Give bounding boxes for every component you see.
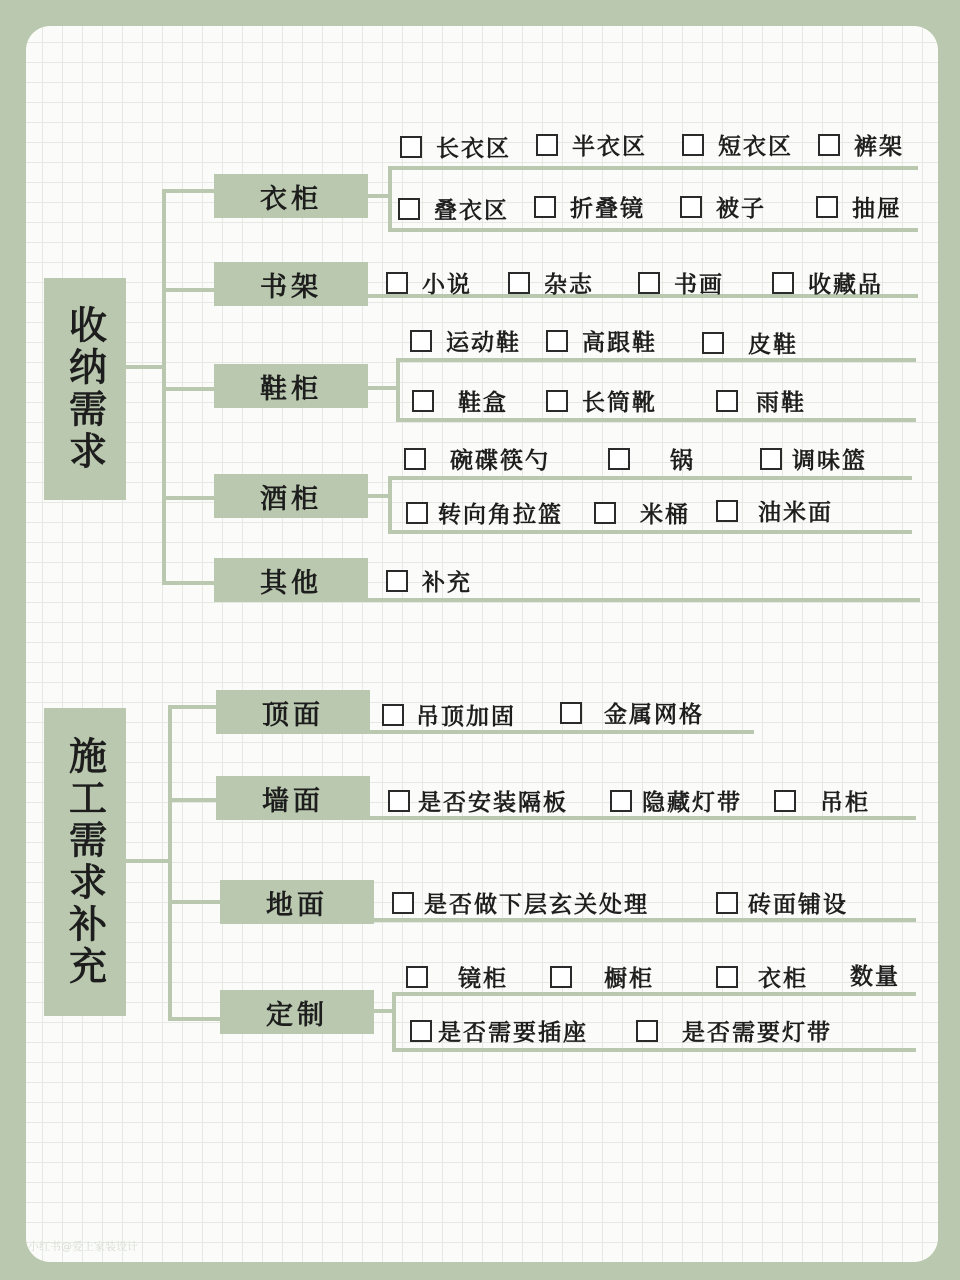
- checkbox[interactable]: [404, 448, 426, 470]
- checkbox[interactable]: [550, 966, 572, 988]
- connector: [162, 387, 216, 391]
- option-rain-boots[interactable]: 雨鞋: [716, 384, 806, 417]
- option-half-hanging[interactable]: 半衣区: [536, 128, 647, 161]
- bracket: [396, 358, 400, 422]
- option-kitchen-cabinet[interactable]: 橱柜: [550, 960, 654, 993]
- checkbox[interactable]: [682, 134, 704, 156]
- checkbox[interactable]: [716, 390, 738, 412]
- checkbox[interactable]: [610, 790, 632, 812]
- checkbox[interactable]: [716, 892, 738, 914]
- row-underline: [368, 598, 920, 602]
- connector: [126, 859, 172, 863]
- checkbox[interactable]: [816, 196, 838, 218]
- category-ceiling: 顶面: [216, 690, 370, 734]
- option-mirror-cabinet[interactable]: 镜柜: [406, 960, 508, 993]
- option-custom-wardrobe[interactable]: 衣柜: [716, 960, 808, 993]
- checkbox[interactable]: [772, 272, 794, 294]
- category-custom: 定制: [220, 990, 374, 1034]
- option-collectibles[interactable]: 收藏品: [772, 266, 883, 299]
- checkbox[interactable]: [386, 272, 408, 294]
- option-spice-basket[interactable]: 调味篮: [760, 442, 867, 475]
- checkbox[interactable]: [760, 448, 782, 470]
- option-supplement[interactable]: 补充: [386, 564, 472, 597]
- option-metal-grid[interactable]: 金属网格: [560, 696, 704, 729]
- category-wardrobe: 衣柜: [214, 174, 368, 218]
- connector: [168, 1017, 220, 1021]
- row-underline: [388, 530, 912, 534]
- row-underline: [388, 476, 912, 480]
- checkbox[interactable]: [536, 134, 558, 156]
- option-lower-entryway-treatment[interactable]: 是否做下层玄关处理: [392, 886, 649, 919]
- connector: [368, 386, 398, 390]
- option-trouser-rack[interactable]: 裤架: [818, 128, 904, 161]
- option-sneakers[interactable]: 运动鞋: [410, 324, 521, 357]
- option-need-sockets[interactable]: 是否需要插座: [410, 1014, 588, 1047]
- row-underline: [392, 1048, 916, 1052]
- checkbox[interactable]: [508, 272, 530, 294]
- checkbox[interactable]: [388, 790, 410, 812]
- section-title-construction: 施工需求补充: [44, 708, 126, 1016]
- bracket: [392, 992, 396, 1052]
- connector: [168, 705, 172, 1021]
- option-paintings[interactable]: 书画: [638, 266, 724, 299]
- category-shoe-cabinet: 鞋柜: [214, 364, 368, 408]
- option-leather-shoes[interactable]: 皮鞋: [702, 326, 798, 359]
- option-magazines[interactable]: 杂志: [508, 266, 594, 299]
- checkbox[interactable]: [546, 330, 568, 352]
- checkbox[interactable]: [386, 570, 408, 592]
- checkbox[interactable]: [636, 1020, 658, 1042]
- category-other: 其他: [214, 558, 368, 602]
- option-wall-cabinet[interactable]: 吊柜: [774, 784, 870, 817]
- connector: [162, 496, 216, 500]
- checkbox[interactable]: [534, 196, 556, 218]
- category-wall: 墙面: [216, 776, 370, 820]
- option-hidden-light-strip[interactable]: 隐藏灯带: [610, 784, 742, 817]
- checkbox[interactable]: [412, 390, 434, 412]
- option-dishes-utensils[interactable]: 碗碟筷勺: [404, 442, 550, 475]
- bracket: [388, 166, 392, 232]
- option-short-hanging[interactable]: 短衣区: [682, 128, 793, 161]
- checkbox[interactable]: [410, 1020, 432, 1042]
- option-quilts[interactable]: 被子: [680, 190, 766, 223]
- option-ceiling-reinforcement[interactable]: 吊顶加固: [382, 698, 516, 731]
- checkbox[interactable]: [398, 198, 420, 220]
- checkbox[interactable]: [392, 892, 414, 914]
- worksheet-card: [26, 26, 938, 1262]
- connector: [162, 581, 216, 585]
- checkbox[interactable]: [382, 704, 404, 726]
- checkbox[interactable]: [410, 330, 432, 352]
- checkbox[interactable]: [638, 272, 660, 294]
- connector: [168, 798, 220, 802]
- row-underline: [396, 358, 916, 362]
- option-rice-bin[interactable]: 米桶: [594, 496, 690, 529]
- connector: [126, 365, 166, 369]
- category-wine-cabinet: 酒柜: [214, 474, 368, 518]
- connector: [162, 189, 216, 193]
- option-novels[interactable]: 小说: [386, 266, 472, 299]
- option-long-hanging[interactable]: 长衣区: [400, 130, 511, 163]
- checkbox[interactable]: [774, 790, 796, 812]
- quantity-label: 数量: [850, 964, 900, 990]
- checkbox[interactable]: [608, 448, 630, 470]
- checkbox[interactable]: [716, 500, 738, 522]
- checkbox[interactable]: [716, 966, 738, 988]
- checkbox[interactable]: [400, 136, 422, 158]
- checkbox[interactable]: [406, 966, 428, 988]
- checkbox[interactable]: [406, 502, 428, 524]
- connector: [168, 705, 220, 709]
- row-underline: [388, 228, 918, 232]
- option-tile-paving[interactable]: 砖面铺设: [716, 886, 848, 919]
- checkbox[interactable]: [546, 390, 568, 412]
- row-underline: [396, 418, 916, 422]
- connector: [168, 900, 220, 904]
- bracket: [388, 476, 392, 534]
- checkbox[interactable]: [702, 332, 724, 354]
- category-floor: 地面: [220, 880, 374, 924]
- option-high-heels[interactable]: 高跟鞋: [546, 324, 657, 357]
- option-folding-area[interactable]: 叠衣区: [398, 192, 509, 225]
- checkbox[interactable]: [680, 196, 702, 218]
- row-underline: [388, 166, 918, 170]
- category-bookshelf: 书架: [214, 262, 368, 306]
- watermark: 小红书@爱上家装设计: [28, 1240, 138, 1253]
- option-oil-rice-flour[interactable]: 油米面: [716, 494, 833, 527]
- option-folding-mirror[interactable]: 折叠镜: [534, 190, 645, 223]
- connector: [162, 288, 216, 292]
- option-pots[interactable]: 锅: [608, 442, 695, 475]
- option-shoe-boxes[interactable]: 鞋盒: [412, 384, 508, 417]
- option-corner-pull-basket[interactable]: 转向角拉篮: [406, 496, 563, 529]
- option-drawers[interactable]: 抽屉: [816, 190, 902, 223]
- checkbox[interactable]: [560, 702, 582, 724]
- option-install-shelves[interactable]: 是否安装隔板: [388, 784, 568, 817]
- option-tall-boots[interactable]: 长筒靴: [546, 384, 657, 417]
- option-need-light-strips[interactable]: 是否需要灯带: [636, 1014, 832, 1047]
- checkbox[interactable]: [818, 134, 840, 156]
- checkbox[interactable]: [594, 502, 616, 524]
- section-title-storage: 收纳需求: [44, 278, 126, 500]
